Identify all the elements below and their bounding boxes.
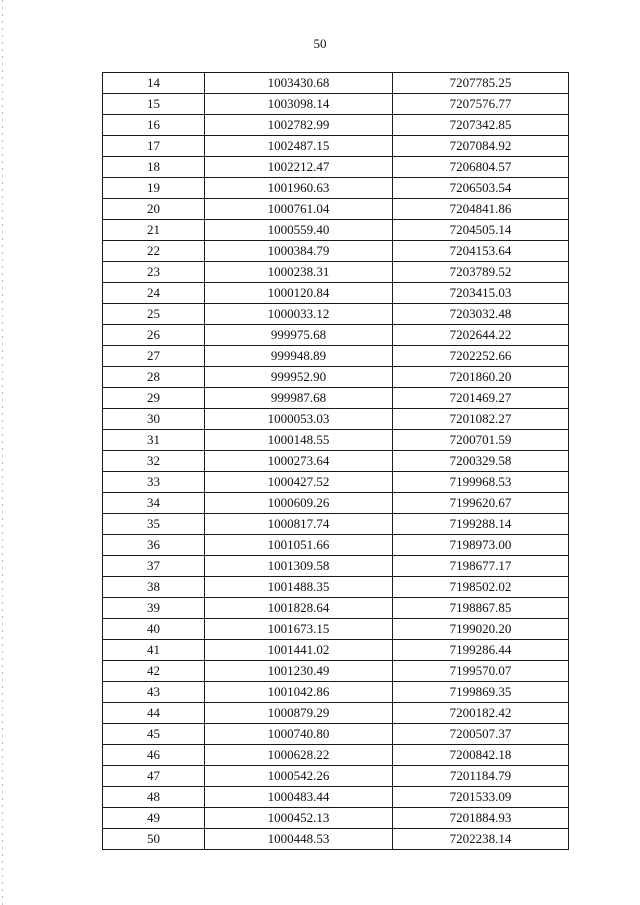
- table-row: [103, 724, 569, 745]
- point-number-cell: 36: [103, 535, 205, 556]
- table-row: [103, 199, 569, 220]
- table-row: [103, 94, 569, 115]
- y-coordinate-cell: 7199020.20: [393, 619, 569, 640]
- table-row: [103, 115, 569, 136]
- y-coordinate-cell: 7198973.00: [393, 535, 569, 556]
- y-coordinate-cell: 7198867.85: [393, 598, 569, 619]
- point-number-cell: 32: [103, 451, 205, 472]
- x-coordinate-cell: 1000542.26: [205, 766, 393, 787]
- table-row: [103, 535, 569, 556]
- point-number-cell: 38: [103, 577, 205, 598]
- x-coordinate-cell: 1000740.80: [205, 724, 393, 745]
- table-row: [103, 619, 569, 640]
- x-coordinate-cell: 1000452.13: [205, 808, 393, 829]
- point-number-cell: 22: [103, 241, 205, 262]
- point-number-cell: 37: [103, 556, 205, 577]
- point-number-cell: 16: [103, 115, 205, 136]
- x-coordinate-cell: 1000761.04: [205, 199, 393, 220]
- table-row: [103, 157, 569, 178]
- x-coordinate-cell: 1001960.63: [205, 178, 393, 199]
- y-coordinate-cell: 7198502.02: [393, 577, 569, 598]
- table-row: [103, 577, 569, 598]
- point-number-cell: 24: [103, 283, 205, 304]
- point-number-cell: 15: [103, 94, 205, 115]
- y-coordinate-cell: 7204841.86: [393, 199, 569, 220]
- table-row: [103, 451, 569, 472]
- table-row: [103, 367, 569, 388]
- y-coordinate-cell: 7199869.35: [393, 682, 569, 703]
- y-coordinate-cell: 7202238.14: [393, 829, 569, 850]
- x-coordinate-cell: 1000148.55: [205, 430, 393, 451]
- y-coordinate-cell: 7207785.25: [393, 73, 569, 94]
- table-row: [103, 241, 569, 262]
- point-number-cell: 31: [103, 430, 205, 451]
- page-number: 50: [313, 36, 327, 51]
- scan-edge-mark: [2, 0, 3, 905]
- x-coordinate-cell: 1000628.22: [205, 745, 393, 766]
- x-coordinate-cell: 1000053.03: [205, 409, 393, 430]
- y-coordinate-cell: 7203415.03: [393, 283, 569, 304]
- y-coordinate-cell: 7200182.42: [393, 703, 569, 724]
- point-number-cell: 14: [103, 73, 205, 94]
- point-number-cell: 17: [103, 136, 205, 157]
- table-row: [103, 745, 569, 766]
- y-coordinate-cell: 7199968.53: [393, 472, 569, 493]
- table-row: [103, 472, 569, 493]
- point-number-cell: 44: [103, 703, 205, 724]
- point-number-cell: 40: [103, 619, 205, 640]
- point-number-cell: 34: [103, 493, 205, 514]
- coordinates-table: [102, 72, 569, 850]
- y-coordinate-cell: 7201860.20: [393, 367, 569, 388]
- point-number-cell: 42: [103, 661, 205, 682]
- table-row: [103, 640, 569, 661]
- x-coordinate-cell: 999948.89: [205, 346, 393, 367]
- table-row: [103, 829, 569, 850]
- x-coordinate-cell: 1001441.02: [205, 640, 393, 661]
- y-coordinate-cell: 7203032.48: [393, 304, 569, 325]
- x-coordinate-cell: 1001828.64: [205, 598, 393, 619]
- y-coordinate-cell: 7199620.67: [393, 493, 569, 514]
- x-coordinate-cell: 1001309.58: [205, 556, 393, 577]
- table-row: [103, 304, 569, 325]
- y-coordinate-cell: 7202644.22: [393, 325, 569, 346]
- x-coordinate-cell: 1001042.86: [205, 682, 393, 703]
- x-coordinate-cell: 1000384.79: [205, 241, 393, 262]
- table-row: [103, 430, 569, 451]
- x-coordinate-cell: 1000879.29: [205, 703, 393, 724]
- y-coordinate-cell: 7198677.17: [393, 556, 569, 577]
- point-number-cell: 33: [103, 472, 205, 493]
- y-coordinate-cell: 7199288.14: [393, 514, 569, 535]
- point-number-cell: 28: [103, 367, 205, 388]
- y-coordinate-cell: 7203789.52: [393, 262, 569, 283]
- table-row: [103, 136, 569, 157]
- point-number-cell: 50: [103, 829, 205, 850]
- table-row: [103, 262, 569, 283]
- point-number-cell: 19: [103, 178, 205, 199]
- table-row: [103, 661, 569, 682]
- x-coordinate-cell: 1002487.15: [205, 136, 393, 157]
- point-number-cell: 18: [103, 157, 205, 178]
- x-coordinate-cell: 999952.90: [205, 367, 393, 388]
- y-coordinate-cell: 7199286.44: [393, 640, 569, 661]
- x-coordinate-cell: 1000273.64: [205, 451, 393, 472]
- y-coordinate-cell: 7201184.79: [393, 766, 569, 787]
- x-coordinate-cell: 1001051.66: [205, 535, 393, 556]
- x-coordinate-cell: 1002212.47: [205, 157, 393, 178]
- table-row: [103, 556, 569, 577]
- x-coordinate-cell: 1003098.14: [205, 94, 393, 115]
- x-coordinate-cell: 1000559.40: [205, 220, 393, 241]
- point-number-cell: 48: [103, 787, 205, 808]
- point-number-cell: 47: [103, 766, 205, 787]
- y-coordinate-cell: 7200329.58: [393, 451, 569, 472]
- y-coordinate-cell: 7207576.77: [393, 94, 569, 115]
- table-row: [103, 73, 569, 94]
- table-row: [103, 409, 569, 430]
- point-number-cell: 26: [103, 325, 205, 346]
- table-row: [103, 766, 569, 787]
- point-number-cell: 23: [103, 262, 205, 283]
- table-row: [103, 283, 569, 304]
- x-coordinate-cell: 1001230.49: [205, 661, 393, 682]
- x-coordinate-cell: 1000033.12: [205, 304, 393, 325]
- x-coordinate-cell: 1002782.99: [205, 115, 393, 136]
- table-row: [103, 787, 569, 808]
- x-coordinate-cell: 999987.68: [205, 388, 393, 409]
- table-row: [103, 598, 569, 619]
- point-number-cell: 27: [103, 346, 205, 367]
- point-number-cell: 29: [103, 388, 205, 409]
- y-coordinate-cell: 7207342.85: [393, 115, 569, 136]
- coordinates-table-body: [103, 73, 569, 850]
- x-coordinate-cell: 1001488.35: [205, 577, 393, 598]
- y-coordinate-cell: 7200701.59: [393, 430, 569, 451]
- table-row: [103, 808, 569, 829]
- x-coordinate-cell: 1000427.52: [205, 472, 393, 493]
- point-number-cell: 45: [103, 724, 205, 745]
- point-number-cell: 20: [103, 199, 205, 220]
- y-coordinate-cell: 7202252.66: [393, 346, 569, 367]
- y-coordinate-cell: 7200507.37: [393, 724, 569, 745]
- point-number-cell: 25: [103, 304, 205, 325]
- y-coordinate-cell: 7199570.07: [393, 661, 569, 682]
- point-number-cell: 21: [103, 220, 205, 241]
- table-row: [103, 514, 569, 535]
- x-coordinate-cell: 999975.68: [205, 325, 393, 346]
- table-row: [103, 703, 569, 724]
- y-coordinate-cell: 7206503.54: [393, 178, 569, 199]
- point-number-cell: 41: [103, 640, 205, 661]
- y-coordinate-cell: 7201884.93: [393, 808, 569, 829]
- table-row: [103, 682, 569, 703]
- x-coordinate-cell: 1000609.26: [205, 493, 393, 514]
- point-number-cell: 39: [103, 598, 205, 619]
- y-coordinate-cell: 7206804.57: [393, 157, 569, 178]
- point-number-cell: 43: [103, 682, 205, 703]
- y-coordinate-cell: 7201533.09: [393, 787, 569, 808]
- table-row: [103, 178, 569, 199]
- table-row: [103, 493, 569, 514]
- y-coordinate-cell: 7207084.92: [393, 136, 569, 157]
- table-row: [103, 346, 569, 367]
- x-coordinate-cell: 1000817.74: [205, 514, 393, 535]
- x-coordinate-cell: 1000448.53: [205, 829, 393, 850]
- y-coordinate-cell: 7201082.27: [393, 409, 569, 430]
- point-number-cell: 30: [103, 409, 205, 430]
- y-coordinate-cell: 7200842.18: [393, 745, 569, 766]
- table-row: [103, 220, 569, 241]
- point-number-cell: 35: [103, 514, 205, 535]
- point-number-cell: 49: [103, 808, 205, 829]
- x-coordinate-cell: 1001673.15: [205, 619, 393, 640]
- x-coordinate-cell: 1000238.31: [205, 262, 393, 283]
- x-coordinate-cell: 1000120.84: [205, 283, 393, 304]
- x-coordinate-cell: 1000483.44: [205, 787, 393, 808]
- x-coordinate-cell: 1003430.68: [205, 73, 393, 94]
- point-number-cell: 46: [103, 745, 205, 766]
- table-row: [103, 388, 569, 409]
- y-coordinate-cell: 7204505.14: [393, 220, 569, 241]
- table-row: [103, 325, 569, 346]
- y-coordinate-cell: 7204153.64: [393, 241, 569, 262]
- y-coordinate-cell: 7201469.27: [393, 388, 569, 409]
